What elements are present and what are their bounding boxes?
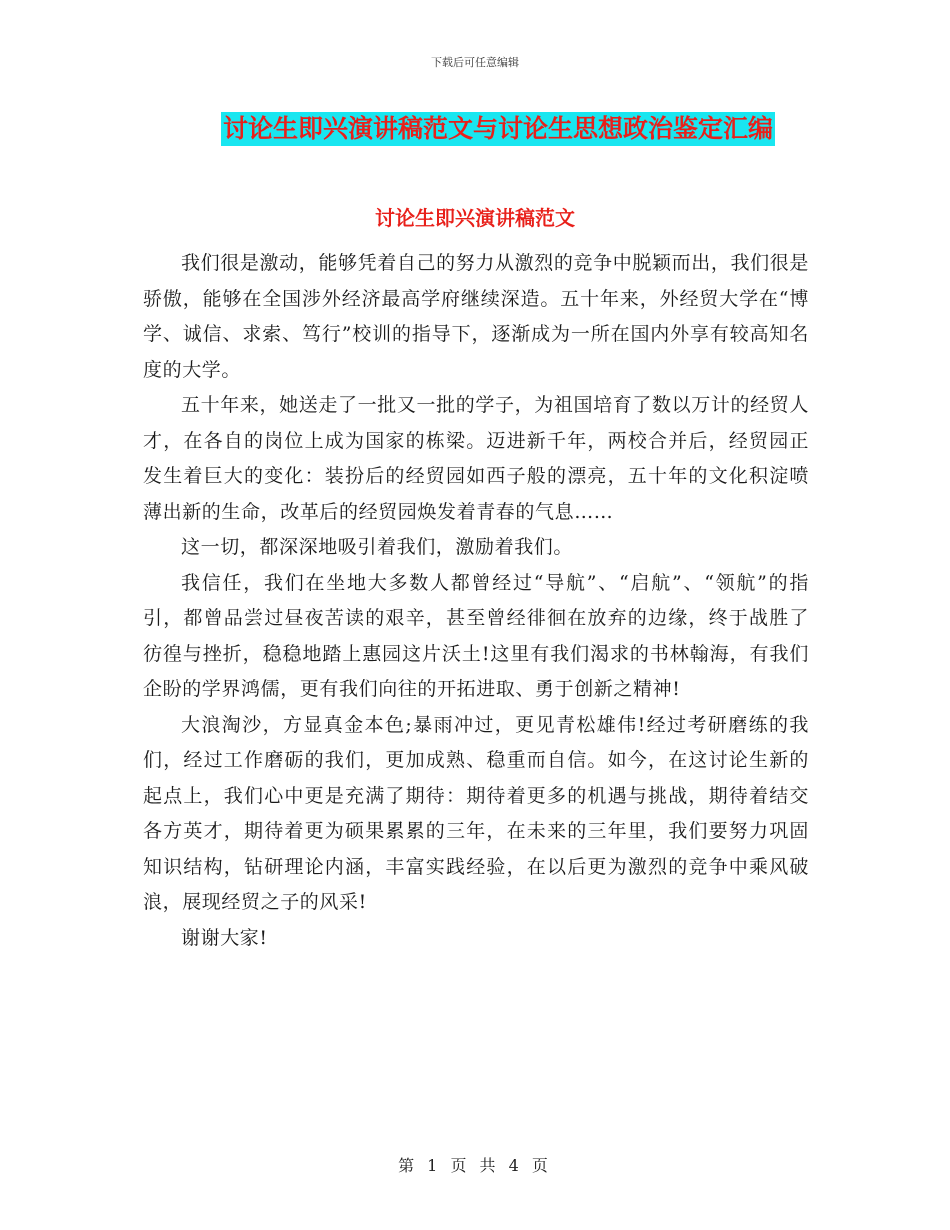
main-title: 讨论生即兴演讲稿范文与讨论生思想政治鉴定汇编 <box>221 112 775 146</box>
paragraph-6: 谢谢大家! <box>181 926 268 949</box>
paragraph-2: 五十年来，她送走了一批又一批的学子，为祖国培育了数以万计的经贸人才，在各自的岗位上成为国家的栋梁。迈进新千年，两校合并后，经贸园正发生着巨大的变化：装扮后的经贸园如西子般的漂亮，五十年的文化积淀喷薄出新的生命，改革后的经贸园焕发着青春的气息…… <box>143 394 809 523</box>
paragraph-1: 我们很是激动，能够凭着自己的努力从激烈的竞争中脱颖而出，我们很是骄傲，能够在全国涉外经济最高学府继续深造。五十年来，外经贸大学在“博学、诚信、求索、笃行”校训的指导下，逐渐成为一所在国内外享有较高知名度的大学。 <box>143 252 809 381</box>
paragraph-5: 大浪淘沙，方显真金本色;暴雨冲过，更见青松雄伟!经过考研磨练的我们，经过工作磨砺的我们，更加成熟、稳重而自信。如今，在这讨论生新的起点上，我们心中更是充满了期待：期待着更多的机遇与挑战，期待着结交各方英才，期待着更为硕果累累的三年，在未来的三年里，我们要努力巩固知识结构，钻研理论内涵，丰富实践经验，在以后更为激烈的竞争中乘风破浪，展现经贸之子的风采! <box>143 713 809 913</box>
paragraph-4: 我信任，我们在坐地大多数人都曾经过“导航”、“启航”、“领航”的指引，都曾品尝过昼夜苦读的艰辛，甚至曾经徘徊在放弃的边缘，终于战胜了彷徨与挫折，稳稳地踏上惠园这片沃土!这里有我们渴求的书林翰海，有我们企盼的学界鸿儒，更有我们向往的开拓进取、勇于创新之精神! <box>143 571 809 700</box>
section-title: 讨论生即兴演讲稿范文 <box>375 206 575 230</box>
main-title-container <box>0 112 950 146</box>
page-number-footer: 第 1 页 共 4 页 <box>398 1156 552 1175</box>
paragraph-3: 这一切，都深深地吸引着我们，激励着我们。 <box>181 536 574 558</box>
document-body <box>143 246 809 956</box>
page-header-note: 下载后可任意编辑 <box>431 56 519 69</box>
